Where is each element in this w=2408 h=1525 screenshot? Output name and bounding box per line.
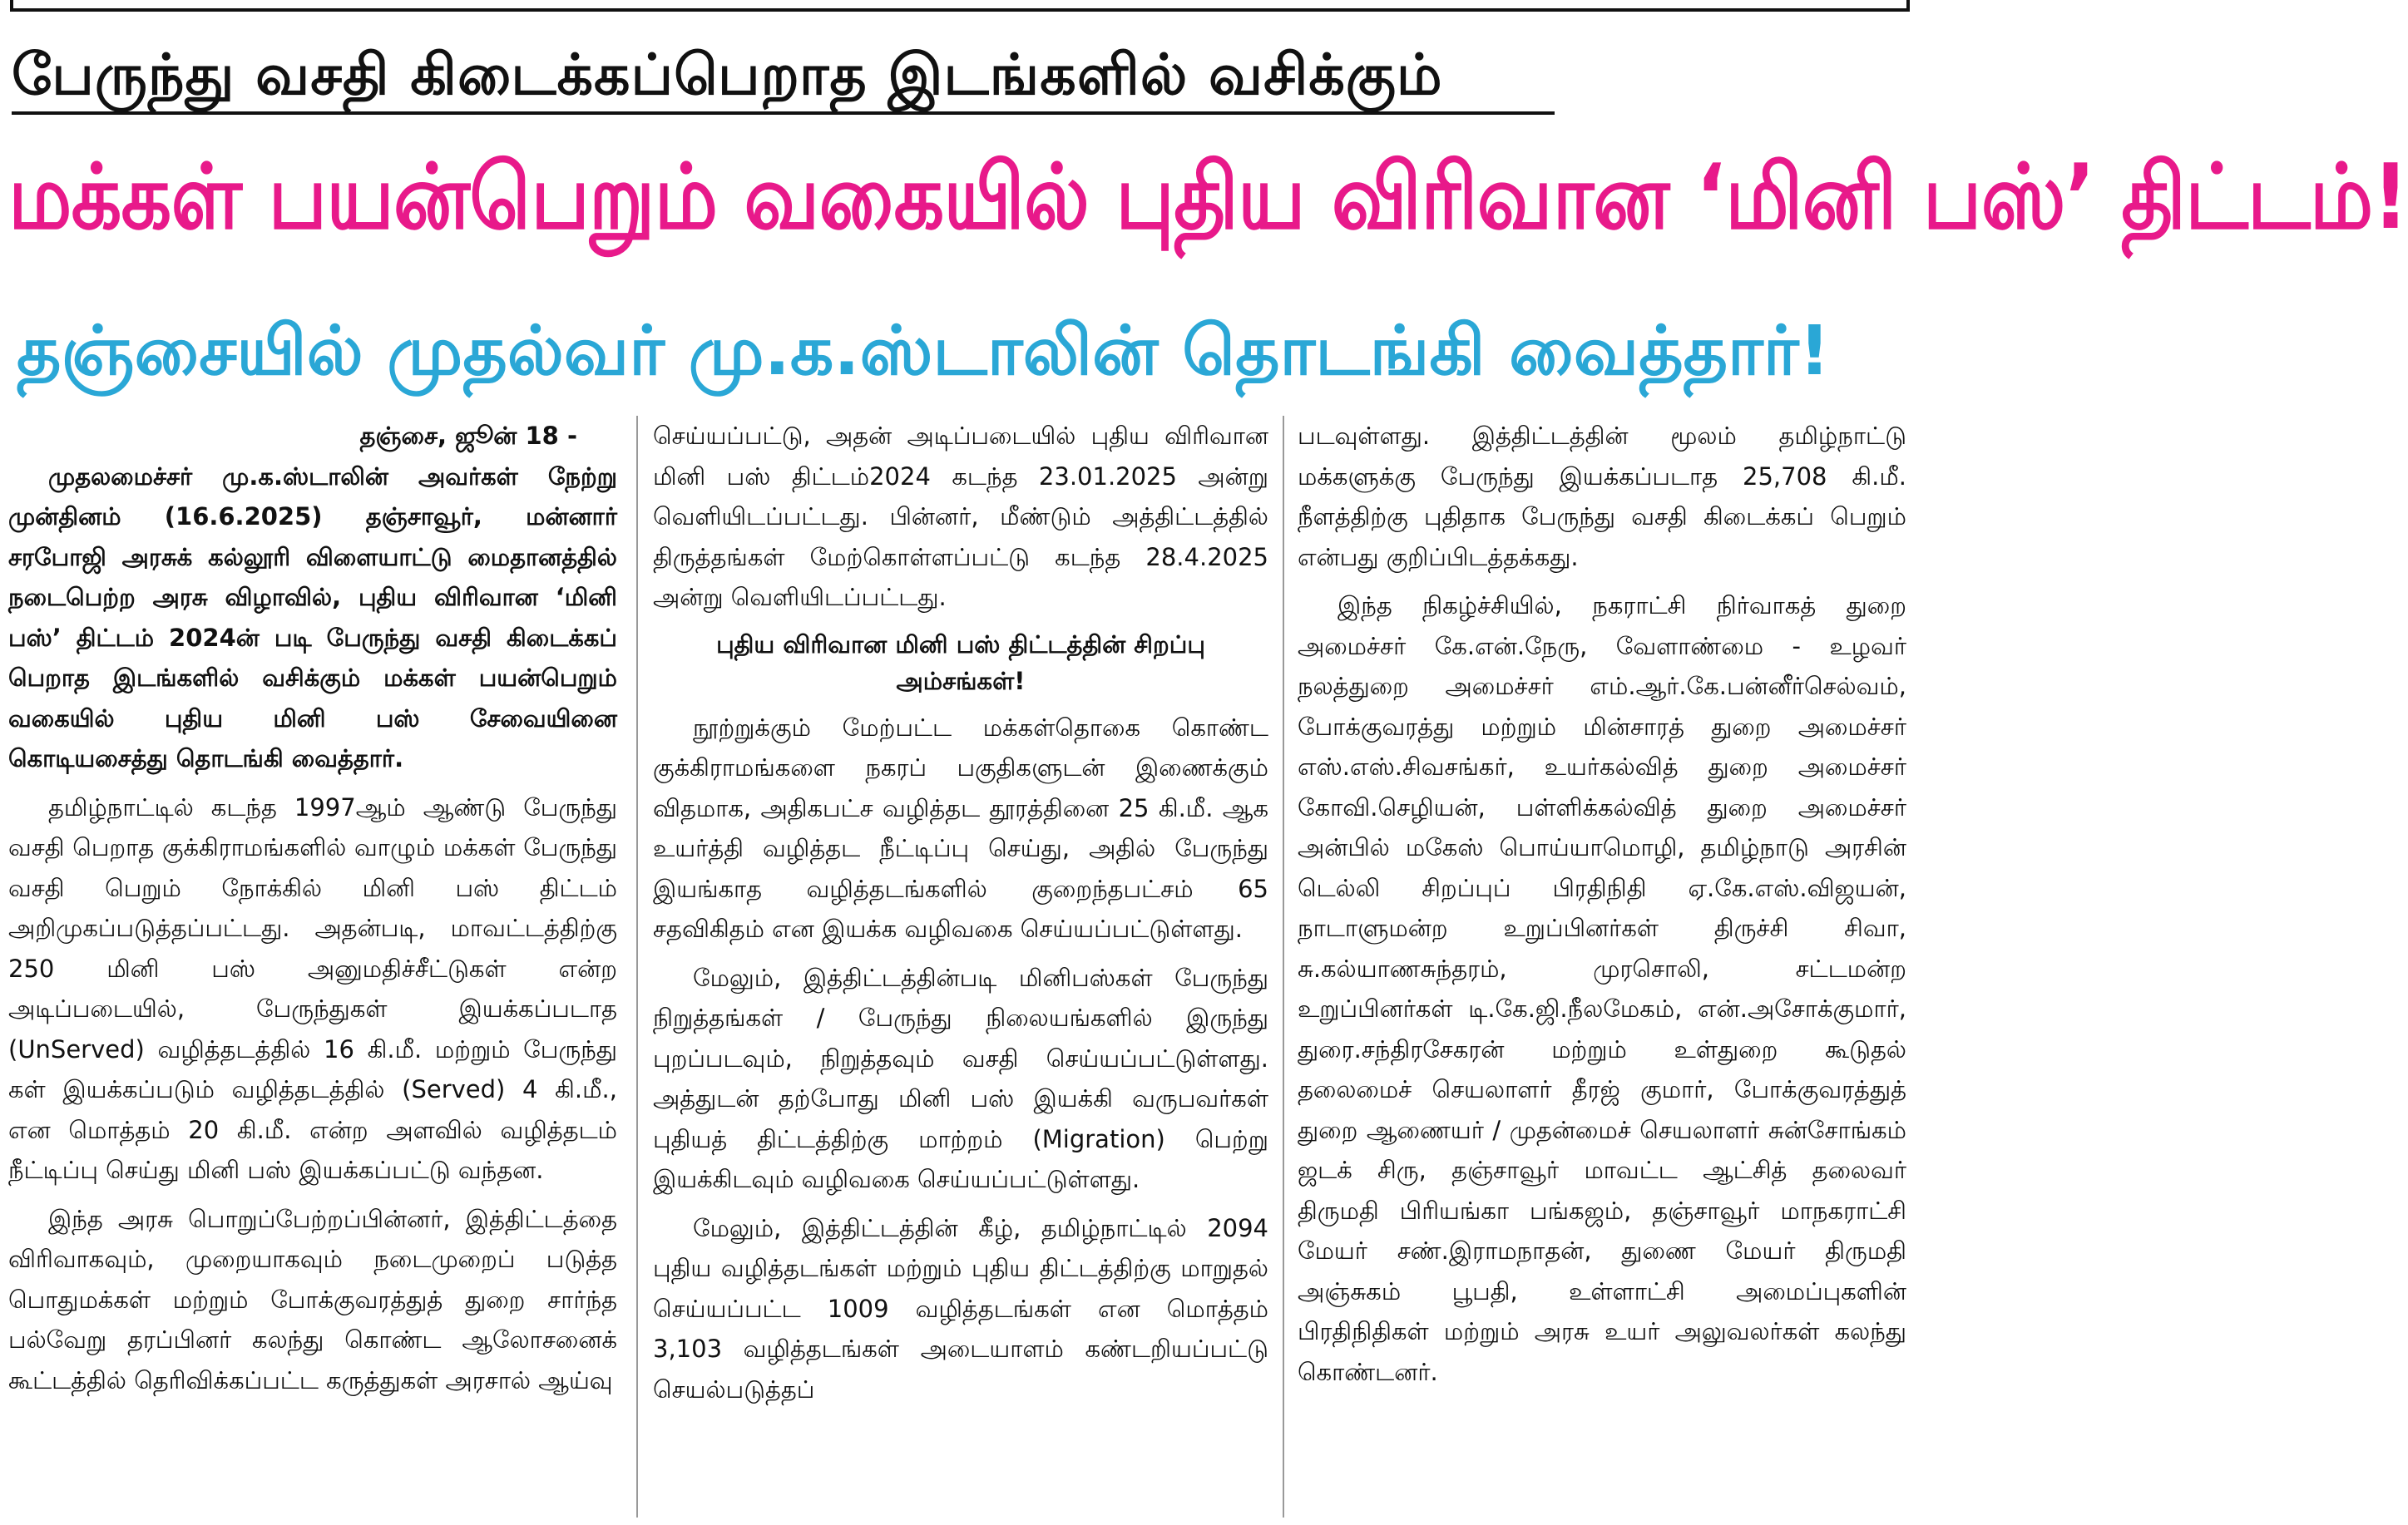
article-paragraph: மேலும், இத்திட்டத்தின் கீழ், தமிழ்நாட்டில் 2094 புதிய வழித்தடங்கள் மற்றும் புதிய திட்டத்திற்கு மாறுதல் செய்யப்பட்ட 1009 வழித்தடங்கள் என மொத்தம் 3,103 வழித்தடங்கள் அடையாளம் கண்டறியப்பட்டு செயல்படுத்தப் — [653, 1213, 1268, 1404]
column-divider — [1283, 416, 1284, 1518]
article-paragraph: படவுள்ளது. இத்திட்டத்தின் மூலம் தமிழ்நாட்டு மக்களுக்கு பேருந்து இயக்கப்படாத 25,708 கி.மீ. நீளத்திற்கு புதிதாக பேருந்து வசதி கிடைக்கப் பெறும் என்பது குறிப்பிடத்தக்கது. — [1298, 422, 1906, 571]
dateline: தஞ்சை, ஜூன் 18 - — [359, 422, 577, 450]
section-subheading: புதிய விரிவான மினி பஸ் திட்டத்தின் சிறப்பு அம்சங்கள்! — [716, 629, 1205, 695]
top-frame-border — [10, 0, 1910, 12]
article-paragraph: இந்த அரசு பொறுப்பேற்றப்பின்னர், இத்திட்டத்தை விரிவாகவும், முறையாகவும் நடைமுறைப் படுத்த பொதுமக்கள் மற்றும் போக்குவரத்துத் துறை சார்ந்த பல்வேறு தரப்பினர் கலந்து கொண்ட ஆலோசனைக் கூட்டத்தில் தெரிவிக்கப்பட்ட கருத்துகள் அரசால் ஆய்வு — [8, 1204, 617, 1394]
article-column-3 — [1298, 416, 1906, 1518]
lead-paragraph: முதலமைச்சர் மு.க.ஸ்டாலின் அவர்கள் நேற்று முன்தினம் (16.6.2025) தஞ்சாவூர், மன்னார் சரபோஜி அரசுக் கல்லூரி விளையாட்டு மைதானத்தில் நடைபெற்ற அரசு விழாவில், புதிய விரிவான ‘மினி பஸ்’ திட்டம் 2024ன் படி பேருந்து வசதி கிடைக்கப் பெறாத இடங்களில் வசிக்கும் மக்கள் பயன்பெறும் வகையில் புதிய மினி பஸ் சேவையினை கொடியசைத்து தொடங்கி வைத்தார். — [8, 461, 617, 772]
column-divider — [636, 416, 638, 1518]
article-paragraph: இந்த நிகழ்ச்சியில், நகராட்சி நிர்வாகத் துறை அமைச்சர் கே.என்.நேரு, வேளாண்மை - உழவர் நலத்துறை அமைச்சர் எம்.ஆர்.கே.பன்னீர்செல்வம், போக்குவரத்து மற்றும் மின்சாரத் துறை அமைச்சர் எஸ்.எஸ்.சிவசங்கர், உயர்கல்வித் துறை அமைச்சர் கோவி.செழியன், பள்ளிக்கல்வித் துறை அமைச்சர் அன்பில் மகேஸ் பொய்யாமொழி, தமிழ்நாடு அரசின் டெல்லி சிறப்புப் பிரதிநிதி ஏ.கே.எஸ்.விஜயன், நாடாளுமன்ற உறுப்பினர்கள் திருச்சி சிவா, சு.கல்யாணசுந்தரம், முரசொலி, சட்டமன்ற உறுப்பினர்கள் டி.கே.ஜி.நீலமேகம், என்.அசோக்குமார், துரை.சந்திரசேகரன் மற்றும் உள்துறை கூடுதல் தலைமைச் செயலாளர் தீரஜ் குமார், போக்குவரத்துத் துறை ஆணையர் / முதன்மைச் செயலாளர் சுன்சோங்கம் ஜடக் சிரு, தஞ்சாவூர் மாவட்ட ஆட்சித் தலைவர் திருமதி பிரியங்கா பங்கஜம், தஞ்சாவூர் மாநகராட்சி மேயர் சண்.இராமநாதன், துணை மேயர் திருமதி அஞ்சுகம் பூபதி, உள்ளாட்சி அமைப்புகளின் பிரதிநிதிகள் மற்றும் அரசு உயர் அலுவலர்கள் கலந்து கொண்டனர். — [1298, 591, 1906, 1386]
main-headline: மக்கள் பயன்பெறும் வகையில் புதிய விரிவான ‘மினி பஸ்’ திட்டம்! — [8, 146, 2408, 249]
article-paragraph: தமிழ்நாட்டில் கடந்த 1997ஆம் ஆண்டு பேருந்து வசதி பெறாத குக்கிராமங்களில் வாழும் மக்கள் பேருந்து வசதி பெறும் நோக்கில் மினி பஸ் திட்டம் அறிமுகப்படுத்தப்பட்டது. அதன்படி, மாவட்டத்திற்கு 250 மினி பஸ் அனுமதிச்சீட்டுகள் என்ற அடிப்படையில், பேருந்துகள் இயக்கப்படாத (UnServed) வழித்தடத்தில் 16 கி.மீ. மற்றும் பேருந்து கள் இயக்கப்படும் வழித்தடத்தில் (Served) 4 கி.மீ., என மொத்தம் 20 கி.மீ. என்ற அளவில் வழித்தடம் நீட்டிப்பு செய்து மினி பஸ் இயக்கப்பட்டு வந்தன. — [8, 792, 617, 1184]
sub-headline: தஞ்சையில் முதல்வர் மு.க.ஸ்டாலின் தொடங்கி வைத்தார்! — [17, 312, 1831, 391]
article-column-1 — [8, 416, 617, 1518]
kicker-headline: பேருந்து வசதி கிடைக்கப்பெறாத இடங்களில் வசிக்கும் — [12, 40, 1555, 115]
article-paragraph: நூற்றுக்கும் மேற்பட்ட மக்கள்தொகை கொண்ட குக்கிராமங்களை நகரப் பகுதிகளுடன் இணைக்கும் விதமாக, அதிகபட்ச வழித்தட தூரத்தினை 25 கி.மீ. ஆக உயர்த்தி வழித்தட நீட்டிப்பு செய்து, அதில் பேருந்து இயங்காத வழித்தடங்களில் குறைந்தபட்சம் 65 சதவிகிதம் என இயக்க வழிவகை செய்யப்பட்டுள்ளது. — [653, 713, 1268, 943]
article-paragraph: மேலும், இத்திட்டத்தின்படி மினிபஸ்கள் பேருந்து நிறுத்தங்கள் / பேருந்து நிலையங்களில் இருந்து புறப்படவும், நிறுத்தவும் வசதி செய்யப்பட்டுள்ளது. அத்துடன் தற்போது மினி பஸ் இயக்கி வருபவர்கள் புதியத் திட்டத்திற்கு மாற்றம் (Migration) பெற்று இயக்கிடவும் வழிவகை செய்யப்பட்டுள்ளது. — [653, 963, 1268, 1193]
article-paragraph: செய்யப்பட்டு, அதன் அடிப்படையில் புதிய விரிவான மினி பஸ் திட்டம்2024 கடந்த 23.01.2025 அன்று வெளியிடப்பட்டது. பின்னர், மீண்டும் அத்திட்டத்தில் திருத்தங்கள் மேற்கொள்ளப்பட்டு கடந்த 28.4.2025 அன்று வெளியிடப்பட்டது. — [653, 422, 1268, 611]
article-column-2 — [653, 416, 1268, 1518]
